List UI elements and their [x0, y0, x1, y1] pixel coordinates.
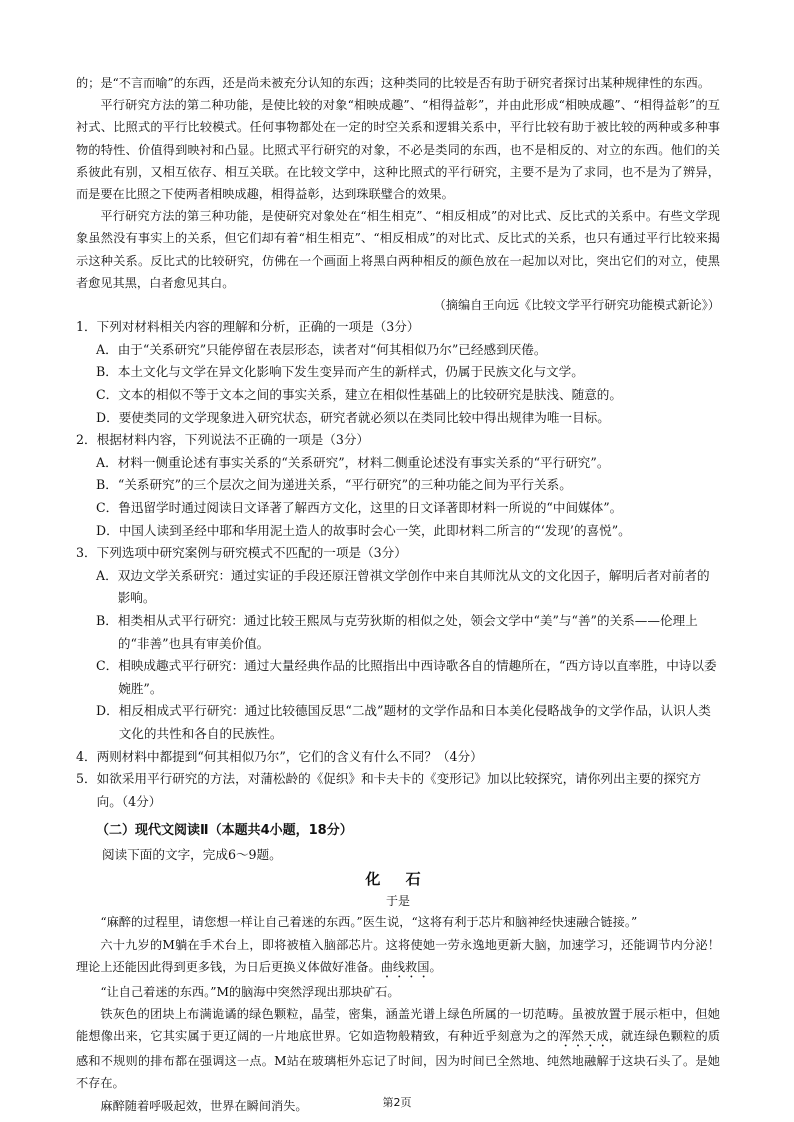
page-content: [76, 72, 720, 1117]
option-label: C．: [96, 658, 119, 674]
paragraph: [76, 1003, 720, 1095]
option-label: A．: [96, 567, 118, 583]
answer-option: [76, 700, 720, 745]
question-3: [76, 542, 720, 565]
option-text: 相映成趣式平行研究：通过大量经典作品的比照指出中西诗歌各自的情趣所在，“西方诗以直率胜，中诗以委婉胜”。: [118, 658, 717, 696]
question-2: [76, 429, 720, 452]
option-label: D．: [96, 703, 119, 719]
question-number: 5．: [76, 771, 97, 787]
answer-option: [76, 474, 720, 497]
paragraph: 麻醉随着呼吸起效，世界在瞬间消失。: [100, 1098, 308, 1113]
option-text: 由于“关系研究”只能停留在表层形态，读者对“何其相似乃尔”已经感到厌倦。: [117, 341, 547, 357]
question-stem: 两则材料中都提到“何其相似乃尔”，它们的含义有什么不同？（4分）: [96, 748, 483, 764]
question-number: 2．: [76, 432, 97, 448]
answer-option: [76, 565, 720, 610]
question-number: 4．: [76, 748, 97, 764]
option-label: A．: [96, 454, 118, 470]
text-run: 铁灰色的团块上布满诡谲的绿色颗粒，晶莹，密集，涵盖光谱上绿色所属的一切范畴。虽被放置于展示柜中，但她能想像出来，它其实属于更辽阔的一片地底世界。它如造物般精致，有种近乎刻意为之的: [76, 1006, 720, 1044]
paragraph: 平行研究方法的第二种功能，是使比较的对象“相映成趣”、“相得益彰”，并由此形成“相映成趣”、“相得益彰”的互衬式、比照式的平行比较模式。任何事物都处在一定的时空关系和逻辑关系中，平行比较有助于被比较的两种或多种事物的特性、价值得到映衬和凸显。比照式平行研究的对象，不必是类同的东西，也不是相反的、对立的东西。他们的关系彼此有别，又相互依存、相互关联。在比较文学中，这种比照式的平行研究，主要不是为了求同，也不是为了辨异，而是要在比照之下使两者相映成趣，相得益彰，达到珠联璧合的效果。: [76, 98, 720, 202]
question-1: [76, 316, 720, 339]
answer-option: [76, 655, 720, 700]
answer-option: [76, 361, 720, 384]
option-text: 中国人读到圣经中耶和华用泥土造人的故事时会心一笑，此即材料二所言的“‘发现’的喜悦”。: [118, 522, 631, 538]
question-5: [76, 768, 720, 813]
article-author: 于是: [385, 894, 410, 909]
text-run: 。: [429, 959, 442, 974]
text-run: 六十九岁的M躺在手术台上，即将被植入脑部芯片。这将使她一劳永逸地更新大脑，加速学习，还能调节内分泌！理论上还能因此得到更多钱，为日后更换义体做好准备。: [76, 937, 720, 974]
emphasized-phrase: 曲线救国: [380, 959, 430, 974]
answer-option: [76, 384, 720, 407]
paragraph: [76, 934, 720, 981]
answer-option: [76, 339, 720, 362]
answer-option: [76, 407, 720, 430]
option-text: 材料一侧重论述有事实关系的“关系研究”，材料二侧重论述没有事实关系的“平行研究”。: [117, 454, 610, 470]
answer-option: [76, 520, 720, 543]
option-label: B．: [96, 364, 118, 380]
question-list: [76, 316, 720, 813]
option-text: 文本的相似不等于文本之间的事实关系，建立在相似性基础上的比较研究是肤浅、随意的。: [118, 387, 622, 403]
option-label: B．: [96, 612, 118, 628]
article-title: 化 石: [365, 870, 431, 889]
question-stem: 下列对材料相关内容的理解和分析，正确的一项是（3分）: [96, 319, 420, 335]
instruction: 阅读下面的文字，完成6～9题。: [102, 847, 282, 863]
option-label: B．: [96, 477, 118, 493]
option-text: 双边文学关系研究：通过实证的手段还原汪曾祺文学创作中来自其师沈从文的文化因子，解明后者对前者的影响。: [117, 567, 710, 606]
section-heading: （二）现代文阅读Ⅱ（本题共4小题，18分）: [96, 823, 353, 839]
paragraph: 平行研究方法的第三种功能，是使研究对象处在“相生相克”、“相反相成”的对比式、反比式的关系中。有些文学现象虽然没有事实上的关系，但它们却有着“相生相克”、“相反相成”的对比式、反比式的关系，也只有通过平行比较来揭示这种关系。反比式的比较研究，仿佛在一个画面上将黑白两种相反的颜色放在一起加以对比，突出它们的对立，使黑者愈见其黑，白者愈见其白。: [76, 209, 720, 290]
option-text: 相类相从式平行研究：通过比较王熙凤与克劳狄斯的相似之处，领会文学中“美”与“善”的关系——伦理上的“非善”也具有审美价值。: [117, 612, 698, 651]
paragraph: “让自己着迷的东西。”M的脑海中突然浮现出那块矿石。: [100, 984, 400, 999]
option-text: “关系研究”的三个层次之间为递进关系，“平行研究”的三种功能之间为平行关系。: [117, 477, 572, 493]
question-4: [76, 746, 720, 769]
paragraph: 的；是“不言而喻”的东西，还是尚未被充分认知的东西；这种类同的比较是否有助于研究者探讨出某种规律性的东西。: [76, 76, 711, 90]
source-citation: （摘编自王向远《比较文学平行研究功能模式新论》）: [433, 298, 720, 313]
emphasized-phrase: 浑然天成: [559, 1029, 609, 1044]
question-stem: 根据材料内容，下列说法不正确的一项是（3分）: [96, 432, 370, 448]
question-stem: 如欲采用平行研究的方法，对蒲松龄的《促织》和卡夫卡的《变形记》加以比较探究，请你列出主要的探究方向。（4分）: [96, 771, 702, 809]
question-number: 1．: [76, 319, 97, 335]
option-label: D．: [96, 409, 119, 425]
option-label: D．: [96, 522, 119, 538]
option-text: 相反相成式平行研究：通过比较德国反思“二战”题材的文学作品和日本美化侵略战争的文学作品，认识人类文化的共性和各自的民族性。: [118, 703, 711, 741]
paragraph: “麻醉的过程里，请您想一样让自己着迷的东西。”医生说，“这将有利于芯片和脑神经快速融合链接。”: [100, 915, 638, 930]
answer-option: [76, 452, 720, 475]
option-label: C．: [96, 499, 119, 515]
option-label: A．: [96, 341, 118, 357]
option-label: C．: [96, 387, 119, 403]
page-number: 第2页: [382, 1096, 412, 1109]
answer-option: [76, 497, 720, 520]
answer-option: [76, 610, 720, 655]
text-run: ，就连绿色颗粒的质感和不规则的排布都在强调这一点。M站在玻璃柜外忘记了时间，因为时间已全然地、纯然地融解于这块石头了。是她不存在。: [76, 1029, 721, 1091]
option-text: 鲁迅留学时通过阅读日文译著了解西方文化，这里的日文译著即材料一所说的“中间媒体”。: [118, 499, 623, 515]
question-number: 3．: [76, 545, 97, 561]
question-stem: 下列选项中研究案例与研究模式不匹配的一项是（3分）: [96, 545, 407, 561]
option-text: 要使类同的文学现象进入研究状态，研究者就必须以在类同比较中得出规律为唯一目标。: [118, 409, 610, 425]
option-text: 本土文化与文学在异文化影响下发生变异而产生的新样式，仍属于民族文化与文学。: [117, 364, 584, 380]
